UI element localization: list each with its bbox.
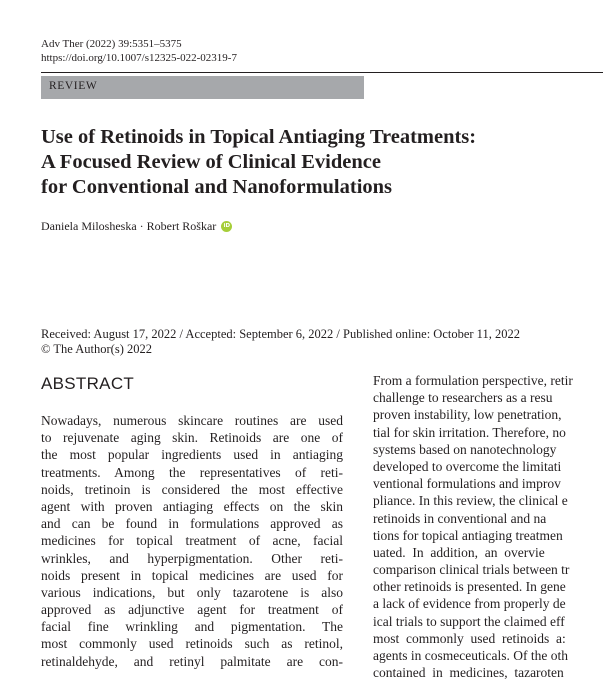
publication-dates: Received: August 17, 2022 / Accepted: September 6, 2022 / Published online: October 11, 2022 — [41, 327, 520, 341]
abstract-line: pliance. In this review, the clinical e — [373, 493, 568, 509]
doi-link[interactable]: https://doi.org/10.1007/s12325-022-02319-7 — [41, 52, 237, 64]
abstract-line: uated. In addition, an overvie — [373, 544, 545, 560]
author-list — [41, 219, 232, 234]
abstract-line: Nowadays, numerous skincare routines are used — [41, 413, 343, 428]
abstract-line: wrinkles, and hyperpigmentation. Other reti- — [41, 550, 343, 566]
orcid-icon[interactable] — [221, 221, 232, 232]
abstract-line: noids, tretinoin is considered the most effective — [41, 481, 343, 497]
abstract-line: retinoids in conventional and na — [373, 510, 547, 526]
header-rule — [41, 72, 603, 73]
article-type-label: REVIEW — [49, 80, 98, 92]
abstract-heading: ABSTRACT — [41, 374, 135, 393]
abstract-line: developed to overcome the limitati — [373, 458, 562, 474]
abstract-line: to rejuvenate aging skin. Retinoids are one of — [41, 430, 343, 446]
abstract-line: tial for skin irritation. Therefore, no — [373, 424, 566, 440]
abstract-line: treatments. Among the representatives of reti- — [41, 464, 343, 480]
title-line: Use of Retinoids in Topical Antiaging Treatments: — [41, 126, 477, 148]
abstract-line: challenge to researchers as a resu — [373, 390, 553, 406]
author-names: Daniela Milosheska · Robert Roškar — [41, 219, 217, 233]
abstract-line: tions for topical antiaging treatmen — [373, 527, 563, 543]
copyright-notice: © The Author(s) 2022 — [41, 342, 152, 356]
abstract-line: noids present in topical medicines are used for — [41, 567, 343, 583]
abstract-line: medicines for topical treatment of acne, facial — [41, 533, 343, 549]
abstract-line: comparison clinical trials between tr — [373, 562, 570, 578]
abstract-right-column — [373, 372, 603, 681]
abstract-line: From a formulation perspective, retir — [373, 373, 573, 388]
journal-citation — [41, 37, 237, 65]
abstract-left-column — [41, 412, 343, 670]
abstract-line: contained in medicines, tazaroten — [373, 665, 564, 681]
abstract-line: the most popular ingredients used in antiaging — [41, 447, 343, 463]
abstract-line: ical trials to support the claimed eff — [373, 613, 565, 629]
abstract-line: most commonly used retinoids a: — [373, 630, 566, 646]
abstract-line: ventional formulations and improv — [373, 476, 561, 492]
abstract-line: various indications, but only tazarotene is also — [41, 584, 343, 600]
article-type-bar — [41, 76, 364, 99]
abstract-line: other retinoids is presented. In gene — [373, 579, 566, 595]
journal-line: Adv Ther (2022) 39:5351–5375 — [41, 38, 182, 50]
abstract-line: a lack of evidence from properly de — [373, 596, 566, 612]
abstract-line: and can be found in formulations approved as — [41, 516, 343, 532]
abstract-line: proven instability, low penetration, — [373, 407, 562, 423]
title-line: for Conventional and Nanoformulations — [41, 176, 393, 198]
abstract-line: most commonly used retinoids such as retinol, — [41, 636, 343, 652]
article-title — [41, 125, 476, 200]
title-line: A Focused Review of Clinical Evidence — [41, 151, 381, 173]
abstract-line: facial fine wrinkling and pigmentation. The — [41, 619, 343, 635]
abstract-line: systems based on nanotechnology — [373, 441, 557, 457]
abstract-line: retinaldehyde, and retinyl palmitate are con- — [41, 653, 343, 669]
abstract-line: agent with proven antiaging effects on the skin — [41, 498, 343, 514]
abstract-line: approved as adjunctive agent for treatment of — [41, 602, 343, 618]
abstract-line: agents in cosmeceuticals. Of the oth — [373, 648, 568, 663]
